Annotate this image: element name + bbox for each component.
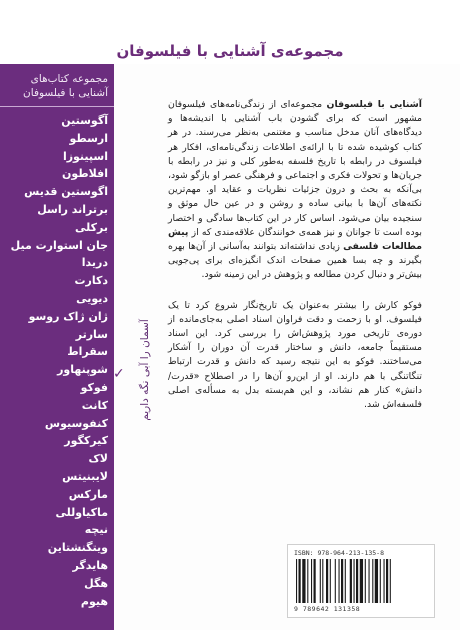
philosopher-item: برکلی xyxy=(75,220,108,234)
barcode-icon xyxy=(296,559,426,603)
philosopher-item: هایدگر xyxy=(72,558,108,572)
philosopher-item: کانت xyxy=(81,398,108,412)
philosopher-item: اگوستین قدیس xyxy=(24,185,108,199)
philosopher-item: کیرکگور xyxy=(64,434,108,448)
philosopher-item: افلاطون xyxy=(62,167,108,181)
philosopher-item: لایبنیتس xyxy=(62,469,108,483)
sidebar-divider xyxy=(0,106,114,107)
philosopher-item: برتراند راسل xyxy=(37,202,108,216)
isbn-digits: 9 789642 131358 xyxy=(294,605,361,613)
philosopher-item: شوپنهاور xyxy=(57,363,108,377)
philosopher-item: ژان ژاک روسو xyxy=(28,309,108,323)
philosopher-item: کنفوسیوس xyxy=(44,416,108,430)
philosopher-item: دکارت xyxy=(74,274,108,288)
philosopher-item: اسپینوزا xyxy=(62,149,108,163)
isbn-barcode xyxy=(287,544,435,618)
philosopher-item: آگوستین xyxy=(61,114,108,127)
isbn-label: ISBN: 978-964-213-135-8 xyxy=(294,549,385,557)
philosopher-item: نیچه xyxy=(84,523,108,537)
description-text-part: مجموعه‌ای از زندگی‌نامه‌های فیلسوفان مشهور است که برای گشودن باب آشنایی با اندیشه‌ها و دیدگاه‌های آنان مدخل مناسب و مغتنمی به‌نظر می‌رسند. در هر کتاب کوشیده شده تا با ارائه‌ی اطلاعات زندگی‌نامه‌ای، افکار هر فیلسوف در رابطه با تاریخ فلسفه به‌طور کلی و نیز در رابطه با جریان‌ها و تحولات فکری و اجتماعی و فرهنگی عصر او بازگو شود، بی‌آنکه به بحث و درون جزئیات نظریات و عقاید او. مهم‌ترین نکته‌های آن‌ها با بیانی ساده و روشن و در عین حال موثق و سنجیده بیان می‌شود. اساس کار در این کتاب‌ها سادگی و اختصار بوده است تا جوانان و نیز همه‌ی خوانندگان علاقه‌مندی که از xyxy=(168,99,422,238)
series-title: مجموعه‌ی آشنایی با فیلسوفان xyxy=(116,42,344,60)
description-paragraph-2: فوکو کارش را بیشتر به‌عنوان یک تاریخ‌نگار شروع کرد تا یک فیلسوف. او با زحمت و دقت فراوان اسناد اصلی به‌جای‌مانده از دوره‌ی تاریخی مورد پژوهش‌اش را بررسی کرد. این اسناد مستقیماً جامعه، دانش و ساختار قدرت آن دوران را آشکار می‌ساختند. فوکو به این نتیجه رسید که دانش و قدرت ارتباط تنگاتنگی با هم دارند. او از این‌رو آن‌ها را در اصطلاح «قدرت/دانش» کنار هم نشاند، و این هم‌بسته بدل به مسأله‌ی اصلی فلسفه‌اش شد. xyxy=(168,299,422,411)
philosopher-item: ویتگنشتاین xyxy=(47,541,108,555)
philosopher-list xyxy=(4,112,108,610)
philosopher-item: سقراط xyxy=(67,345,108,359)
philosopher-item: دیویی xyxy=(76,291,108,305)
philosopher-item: سارتر xyxy=(75,327,108,341)
description-paragraph-1 xyxy=(168,98,422,283)
philosopher-item: ماکیاوللی xyxy=(55,505,108,519)
checkmark-icon: ✓ xyxy=(113,366,125,382)
description-bold-phrase: پیش مطالعات فلسفی xyxy=(168,226,422,253)
philosopher-item: فوکو xyxy=(80,380,108,394)
description-bold-title: آشنایی با فیلسوفان xyxy=(326,99,422,110)
description-text xyxy=(168,98,422,428)
philosopher-item: هگل xyxy=(84,576,108,590)
philosopher-item: جان استوارت میل xyxy=(10,238,108,252)
philosopher-item: هیوم xyxy=(80,594,108,608)
sidebar-header-line1: مجموعه کتاب‌های xyxy=(30,73,108,85)
sidebar-header xyxy=(6,72,108,100)
spine-publisher-slogan: آسمان را آبی نگه داریم xyxy=(139,319,151,421)
philosopher-item: ارسطو xyxy=(69,131,108,145)
philosopher-item: مارکس xyxy=(68,487,108,501)
philosopher-item: لاک xyxy=(88,452,108,466)
philosopher-item: دریدا xyxy=(81,256,108,270)
sidebar-header-line2: آشنایی با فیلسوفان xyxy=(23,87,108,99)
series-sidebar xyxy=(0,64,114,630)
description-text-part: زیادی نداشته‌اند بتوانند به‌آسانی از آن‌ها بهره بگیرند و چه بسا همین صفحات اندک انگیزه‌ای برای پی‌جویی بیش‌تر و دنبال کردن مطالعه و پژوهش در این زمینه شود. xyxy=(168,241,422,281)
